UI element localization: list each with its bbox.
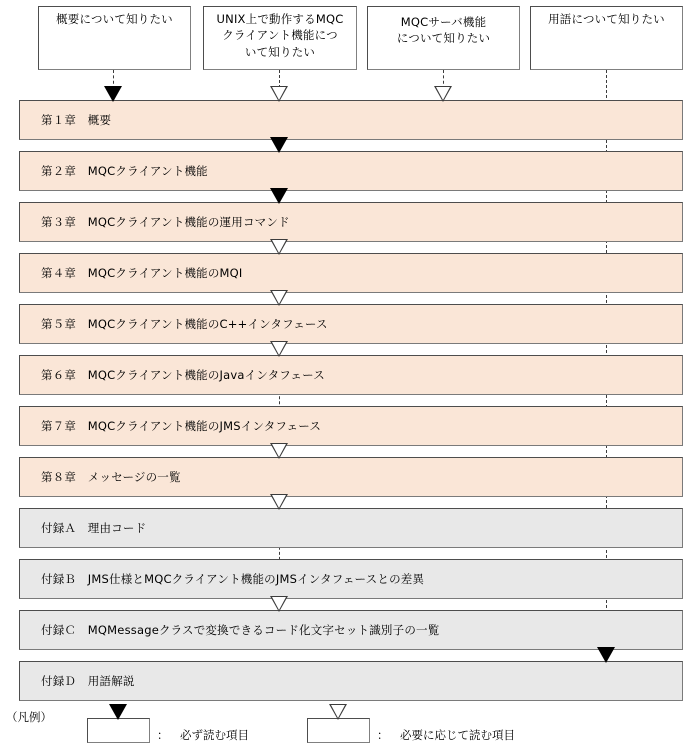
legend-colon-required: ： <box>157 728 169 742</box>
row-appendix-a-label: 付録Ａ 理由コード <box>41 521 147 535</box>
row-chapter-3[interactable] <box>19 202 683 242</box>
question-box-unix-mqc-client[interactable] <box>203 6 357 70</box>
row-chapter-8[interactable] <box>19 457 683 497</box>
legend-box-optional <box>307 718 370 743</box>
question-box-unix-mqc-client-line-2: クライアント機能につ <box>222 28 338 43</box>
question-box-overview-line-1: 概要について知りたい <box>56 12 173 26</box>
question-box-unix-mqc-client-line-3: いて知りたい <box>244 44 316 59</box>
legend-title: （凡例） <box>6 710 52 724</box>
legend-label-required: 必ず読む項目 <box>180 728 249 742</box>
row-chapter-4-label: 第４章 MQCクライアント機能のMQI <box>41 266 243 280</box>
row-appendix-d-label: 付録Ｄ 用語解説 <box>41 674 135 688</box>
row-appendix-d[interactable] <box>19 661 683 701</box>
row-chapter-7[interactable] <box>19 406 683 446</box>
row-chapter-5[interactable] <box>19 304 683 344</box>
question-box-mqc-server-line-1: MQCサーバ機能 <box>400 15 487 29</box>
row-appendix-a[interactable] <box>19 508 683 548</box>
question-box-mqc-server-line-2: について知りたい <box>396 31 491 46</box>
question-box-terminology[interactable] <box>530 6 683 70</box>
row-chapter-6-label: 第６章 MQCクライアント機能のJavaインタフェース <box>41 368 325 382</box>
row-appendix-b[interactable] <box>19 559 683 599</box>
row-chapter-2-label: 第２章 MQCクライアント機能 <box>41 164 208 178</box>
row-chapter-5-label: 第５章 MQCクライアント機能のC++インタフェース <box>41 317 328 331</box>
row-chapter-4[interactable] <box>19 253 683 293</box>
row-chapter-1[interactable] <box>19 100 683 140</box>
row-chapter-8-label: 第８章 メッセージの一覧 <box>41 470 181 484</box>
question-box-terminology-line-1: 用語について知りたい <box>548 12 665 26</box>
row-appendix-c[interactable] <box>19 610 683 650</box>
row-appendix-b-label: 付録Ｂ JMS仕様とMQCクライアント機能のJMSインタフェースとの差異 <box>41 572 425 586</box>
row-chapter-6[interactable] <box>19 355 683 395</box>
row-chapter-2[interactable] <box>19 151 683 191</box>
question-box-mqc-server[interactable] <box>367 6 520 70</box>
row-chapter-7-label: 第７章 MQCクライアント機能のJMSインタフェース <box>41 419 322 433</box>
legend-label-optional: 必要に応じて読む項目 <box>400 728 515 742</box>
legend <box>0 700 687 751</box>
legend-box-required <box>87 718 150 743</box>
row-appendix-c-label: 付録Ｃ MQMessageクラスで変換できるコード化文字セット識別子の一覧 <box>41 623 440 637</box>
question-box-overview[interactable] <box>38 6 191 70</box>
row-chapter-1-label: 第１章 概要 <box>41 113 112 127</box>
legend-colon-optional: ： <box>377 728 389 742</box>
question-box-unix-mqc-client-line-1: UNIX上で動作するMQC <box>216 12 344 26</box>
row-chapter-3-label: 第３章 MQCクライアント機能の運用コマンド <box>41 215 290 229</box>
